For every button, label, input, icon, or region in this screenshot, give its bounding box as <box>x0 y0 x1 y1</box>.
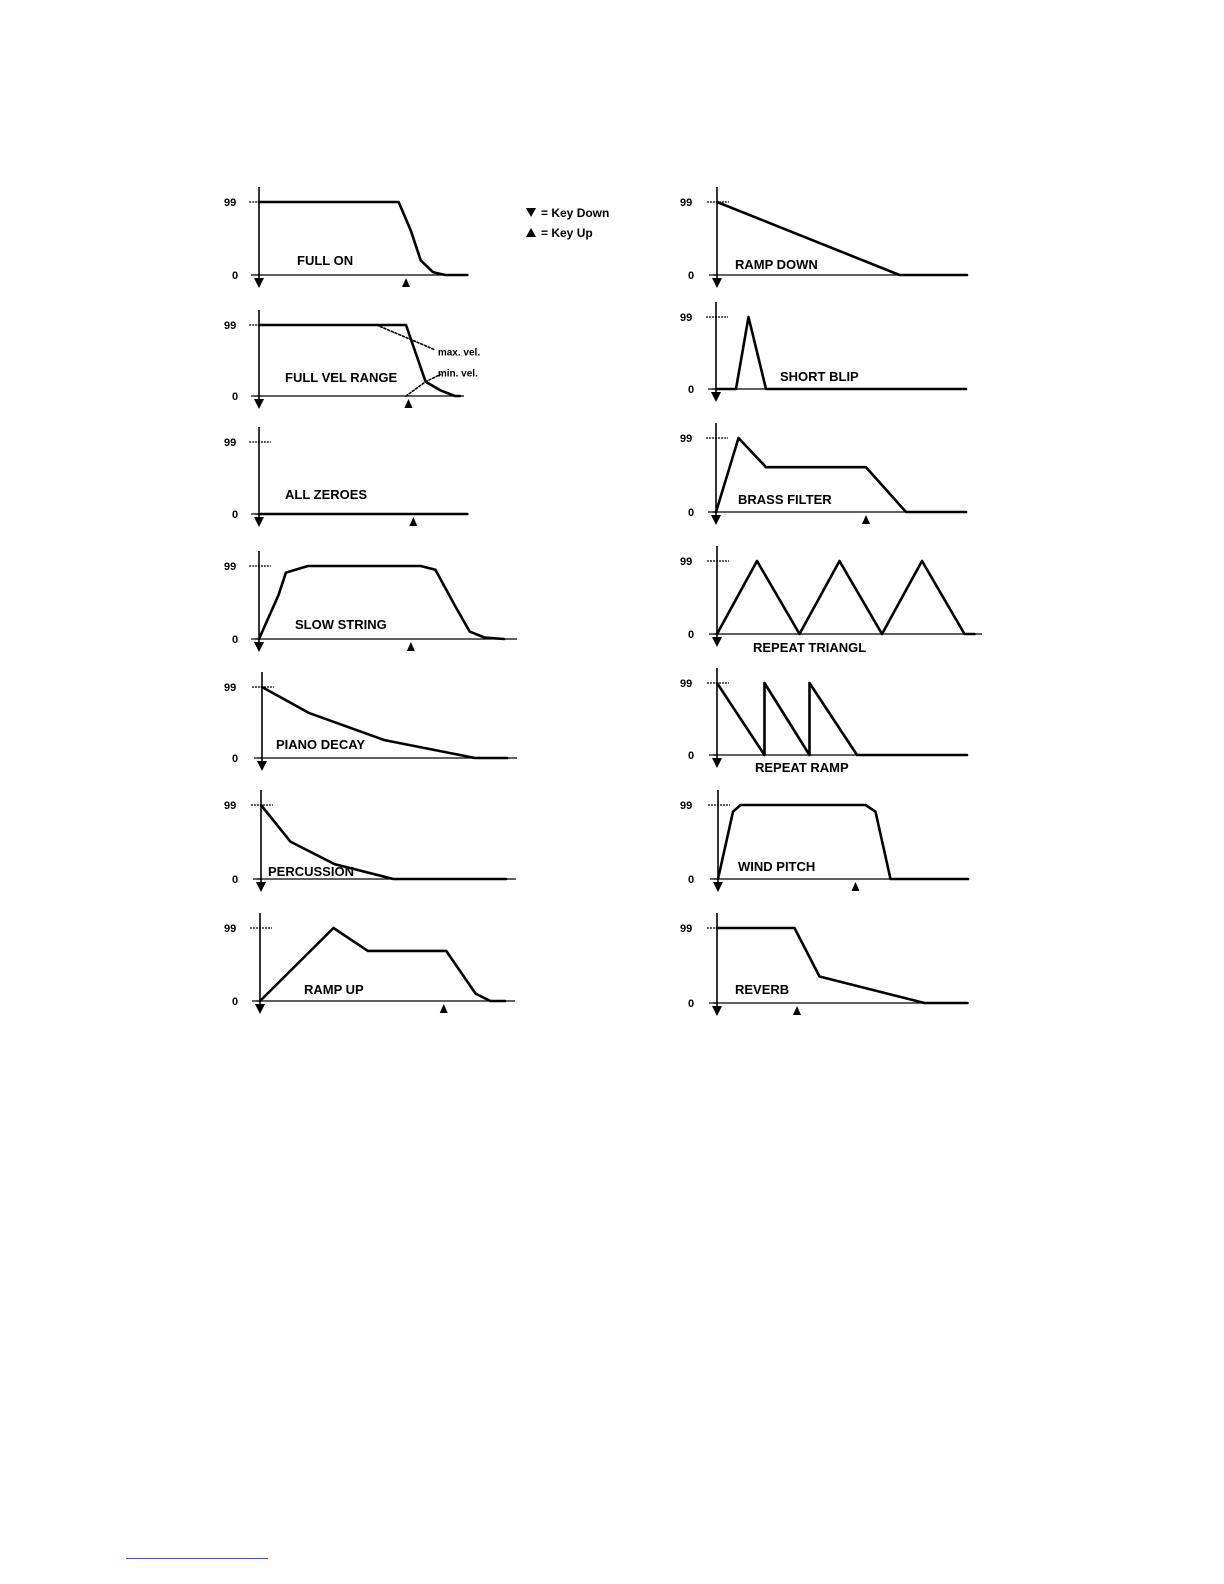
key-down-icon <box>256 882 266 892</box>
envelope-chart-2 <box>224 310 480 409</box>
chart-title: FULL ON <box>297 253 354 268</box>
chart-title: ALL ZEROES <box>285 487 368 502</box>
envelope-chart-3 <box>224 427 467 527</box>
chart-title: FULL VEL RANGE <box>285 370 398 385</box>
y-tick-label-99: 99 <box>224 561 237 573</box>
y-tick-label-0: 0 <box>232 753 239 765</box>
key-legend <box>526 206 609 240</box>
y-tick-label-99: 99 <box>680 312 693 324</box>
key-down-legend-label: = Key Down <box>541 206 610 220</box>
chart-title: WIND PITCH <box>738 859 816 874</box>
key-up-icon <box>407 642 415 651</box>
y-tick-label-99: 99 <box>680 197 693 209</box>
key-down-icon <box>711 392 721 402</box>
footer-rule <box>126 1558 268 1559</box>
y-tick-label-0: 0 <box>232 874 239 886</box>
key-down-icon <box>712 758 722 768</box>
y-tick-label-0: 0 <box>232 509 239 521</box>
envelope-chart-12 <box>680 668 967 775</box>
chart-title: PERCUSSION <box>268 864 354 879</box>
key-up-icon <box>404 399 412 408</box>
y-tick-label-99: 99 <box>224 320 237 332</box>
y-tick-label-99: 99 <box>680 433 693 445</box>
envelope-curve-1 <box>717 561 975 634</box>
y-tick-label-99: 99 <box>224 437 237 449</box>
key-up-icon <box>526 228 536 237</box>
key-down-icon <box>712 637 722 647</box>
key-up-icon <box>402 278 410 287</box>
envelope-chart-5 <box>224 672 517 771</box>
envelope-chart-1 <box>224 187 467 288</box>
key-down-icon <box>712 278 722 288</box>
envelope-chart-13 <box>680 790 968 892</box>
envelope-curve-1 <box>259 202 467 275</box>
chart-title: REPEAT TRIANGL <box>753 640 867 655</box>
key-down-icon <box>254 399 264 409</box>
key-down-icon <box>711 515 721 525</box>
chart-title: REVERB <box>735 982 790 997</box>
envelope-chart-7 <box>224 913 515 1014</box>
chart-title: REPEAT RAMP <box>755 760 849 775</box>
y-tick-label-99: 99 <box>680 923 693 935</box>
key-up-icon <box>793 1006 801 1015</box>
y-tick-label-99: 99 <box>224 682 237 694</box>
envelope-curve-1 <box>259 325 460 396</box>
y-tick-label-0: 0 <box>232 634 239 646</box>
y-tick-label-99: 99 <box>224 197 237 209</box>
envelope-curve-1 <box>717 683 967 755</box>
key-up-icon <box>409 517 417 526</box>
chart-title: SHORT BLIP <box>780 369 859 384</box>
key-down-icon <box>713 882 723 892</box>
y-tick-label-0: 0 <box>232 391 239 403</box>
envelope-charts <box>224 187 982 1016</box>
y-tick-label-0: 0 <box>688 750 695 762</box>
key-up-icon <box>862 515 870 524</box>
y-tick-label-99: 99 <box>224 800 237 812</box>
annotation-2: min. vel. <box>437 368 478 380</box>
y-tick-label-99: 99 <box>680 678 693 690</box>
y-tick-label-0: 0 <box>688 507 695 519</box>
y-tick-label-0: 0 <box>688 874 695 886</box>
key-down-icon <box>712 1006 722 1016</box>
key-up-legend-label: = Key Up <box>541 226 593 240</box>
envelope-chart-4 <box>224 551 517 652</box>
y-tick-label-0: 0 <box>688 384 695 396</box>
envelope-chart-11 <box>680 546 982 655</box>
y-tick-label-0: 0 <box>688 629 695 641</box>
y-tick-label-0: 0 <box>232 996 239 1008</box>
annotation-1: max. vel. <box>437 347 481 359</box>
y-tick-label-0: 0 <box>688 998 695 1010</box>
key-up-icon <box>852 882 860 891</box>
chart-title: RAMP DOWN <box>735 257 818 272</box>
key-down-icon <box>254 278 264 288</box>
key-up-icon <box>440 1004 448 1013</box>
y-tick-label-0: 0 <box>232 270 239 282</box>
chart-title: PIANO DECAY <box>276 737 366 752</box>
y-tick-label-99: 99 <box>224 923 237 935</box>
envelope-chart-6 <box>224 790 516 892</box>
envelope-chart-9 <box>680 302 966 402</box>
chart-title: RAMP UP <box>304 982 364 997</box>
y-tick-label-0: 0 <box>688 270 695 282</box>
key-down-icon <box>255 1004 265 1014</box>
chart-title: SLOW STRING <box>295 617 387 632</box>
y-tick-label-99: 99 <box>680 556 693 568</box>
y-tick-label-99: 99 <box>680 800 693 812</box>
key-down-icon <box>526 208 536 217</box>
envelope-chart-14 <box>680 913 969 1016</box>
key-down-icon <box>254 642 264 652</box>
envelope-chart-10 <box>680 423 966 525</box>
key-down-icon <box>257 761 267 771</box>
envelope-chart-8 <box>680 187 967 288</box>
chart-title: BRASS FILTER <box>738 492 832 507</box>
key-down-icon <box>254 517 264 527</box>
envelope-curve-1 <box>260 928 505 1001</box>
